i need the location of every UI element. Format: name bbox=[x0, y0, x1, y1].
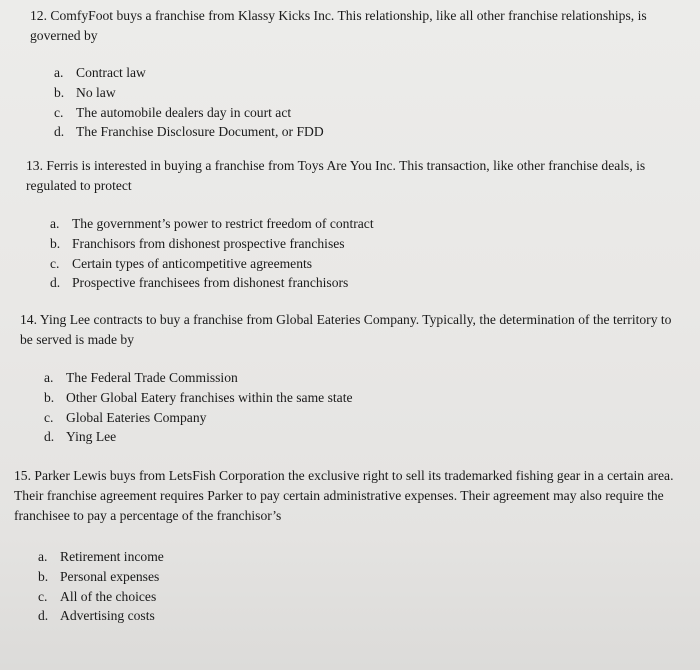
question-stem: 14. Ying Lee contracts to buy a franchise from Global Eateries Company. Typically, the determination of the territory to be served is made by bbox=[20, 312, 672, 347]
choice-text: All of the choices bbox=[60, 588, 157, 604]
choice-text: Advertising costs bbox=[60, 608, 155, 624]
choice-b[interactable] bbox=[50, 234, 374, 254]
choice-d[interactable] bbox=[44, 427, 353, 447]
choice-letter: c. bbox=[44, 409, 54, 425]
choice-text: Other Global Eatery franchises within the same state bbox=[66, 389, 353, 405]
choice-text: The Federal Trade Commission bbox=[66, 370, 238, 385]
choice-text: Retirement income bbox=[60, 549, 164, 564]
choice-a[interactable] bbox=[50, 214, 374, 234]
choice-a[interactable] bbox=[54, 63, 324, 83]
choice-b[interactable] bbox=[44, 388, 353, 408]
choice-letter: b. bbox=[54, 84, 65, 100]
choice-letter: c. bbox=[54, 104, 64, 120]
choice-letter: c. bbox=[38, 588, 48, 604]
choice-c[interactable] bbox=[54, 103, 324, 123]
answer-choices bbox=[50, 214, 374, 293]
choice-text: The Franchise Disclosure Document, or FDD bbox=[76, 124, 324, 140]
question-stem: 13. Ferris is interested in buying a franchise from Toys Are You Inc. This transaction, like other franchise deals, is regulated to protect bbox=[26, 158, 646, 193]
choice-c[interactable] bbox=[44, 408, 353, 428]
choice-text: No law bbox=[76, 84, 116, 100]
choice-c[interactable] bbox=[50, 254, 374, 274]
choice-b[interactable] bbox=[38, 567, 164, 587]
question-stem: 12. ComfyFoot buys a franchise from Klassy Kicks Inc. This relationship, like all other franchise relationships, is governed by bbox=[30, 8, 647, 43]
choice-letter: d. bbox=[50, 275, 61, 291]
choice-b[interactable] bbox=[54, 83, 324, 103]
choice-c[interactable] bbox=[38, 587, 164, 607]
choice-d[interactable] bbox=[54, 122, 324, 142]
choice-letter: b. bbox=[44, 389, 55, 405]
choice-d[interactable] bbox=[50, 273, 374, 293]
choice-letter: d. bbox=[38, 608, 49, 624]
choice-letter: a. bbox=[38, 549, 48, 564]
choice-text: Personal expenses bbox=[60, 568, 160, 584]
choice-text: Franchisors from dishonest prospective franchises bbox=[72, 235, 345, 251]
choice-text: Global Eateries Company bbox=[66, 409, 207, 425]
choice-letter: a. bbox=[54, 65, 64, 80]
choice-text: The government’s power to restrict freedom of contract bbox=[72, 216, 374, 231]
choice-letter: d. bbox=[54, 124, 65, 140]
choice-text: Certain types of anticompetitive agreements bbox=[72, 255, 313, 271]
answer-choices bbox=[44, 368, 353, 447]
choice-text: Contract law bbox=[76, 65, 146, 80]
choice-letter: d. bbox=[44, 429, 55, 445]
choice-letter: a. bbox=[44, 370, 54, 385]
choice-a[interactable] bbox=[38, 547, 164, 567]
choice-letter: a. bbox=[50, 216, 60, 231]
choice-a[interactable] bbox=[44, 368, 353, 388]
choice-text: The automobile dealers day in court act bbox=[76, 104, 292, 120]
choice-letter: b. bbox=[38, 568, 49, 584]
answer-choices bbox=[38, 547, 164, 626]
choice-letter: c. bbox=[50, 255, 60, 271]
question-stem: 15. Parker Lewis buys from LetsFish Corporation the exclusive right to sell its trademarked fishing gear in a certain area. Their franchise agreement requires Parker to pay certain administrative expenses. Their agreement may also require the franchisee to pay a percentage of the franchisor’s bbox=[14, 468, 674, 523]
choice-text: Prospective franchisees from dishonest franchisors bbox=[72, 275, 349, 291]
answer-choices bbox=[54, 63, 324, 142]
choice-text: Ying Lee bbox=[66, 429, 117, 445]
choice-letter: b. bbox=[50, 235, 61, 251]
choice-d[interactable] bbox=[38, 606, 164, 626]
